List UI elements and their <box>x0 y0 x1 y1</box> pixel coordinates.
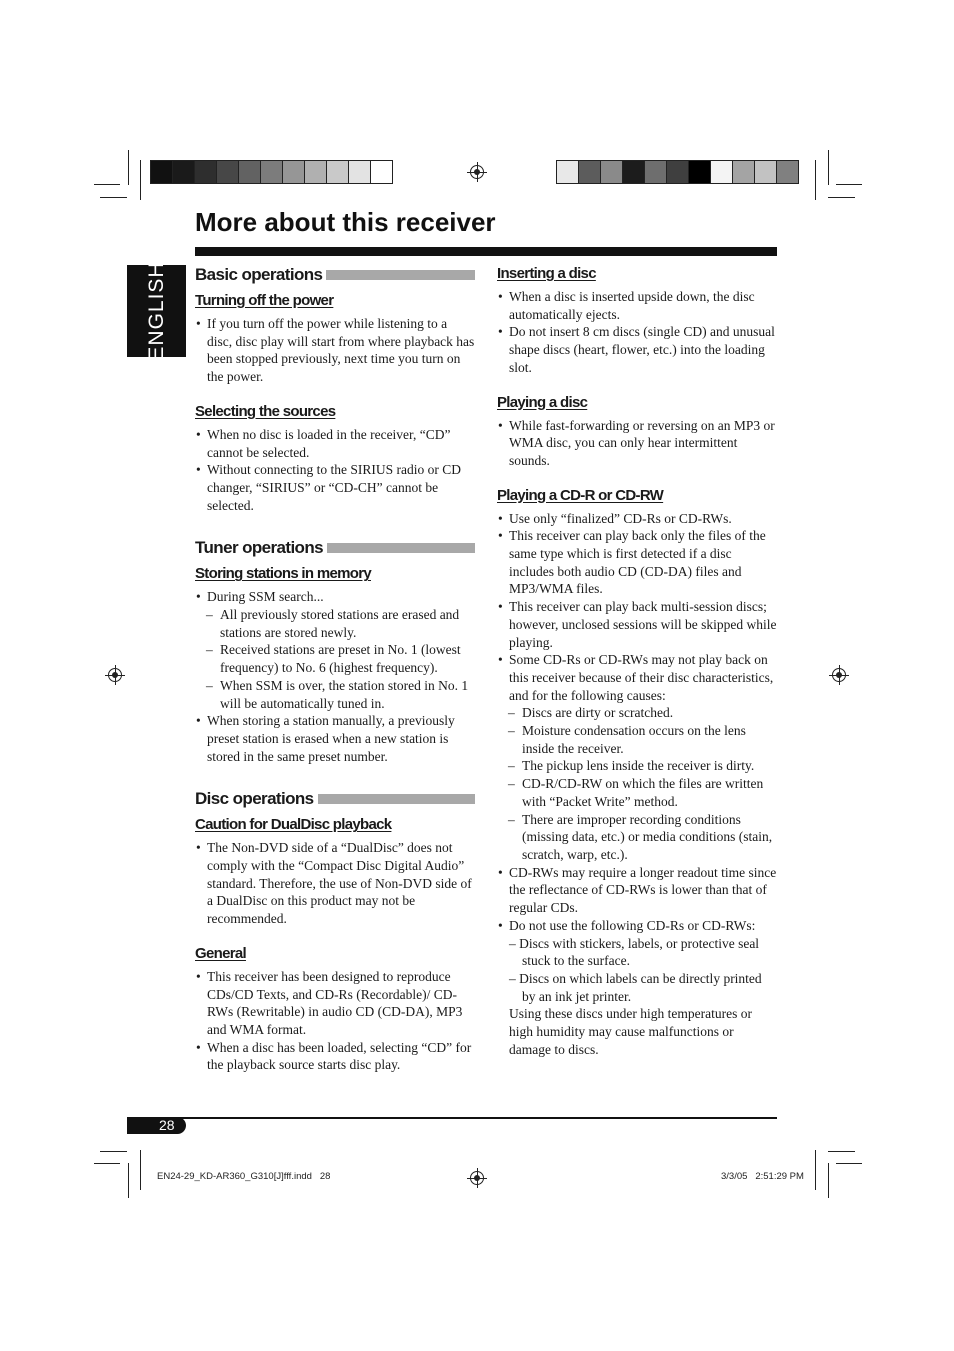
color-swatch <box>326 160 349 184</box>
right-column <box>497 264 777 1058</box>
list-subitem: – Received stations are preset in No. 1 (lowest frequency) to No. 6 (highest frequency). <box>195 641 475 676</box>
color-swatch <box>370 160 393 184</box>
page-number-badge <box>127 1117 186 1134</box>
color-swatch <box>260 160 283 184</box>
list-subitem: – When SSM is over, the station stored in No. 1 will be automatically tuned in. <box>195 677 475 712</box>
registration-mark-left-icon <box>108 668 122 682</box>
color-swatch <box>172 160 195 184</box>
list-item: • This receiver has been designed to reproduce CDs/CD Texts, and CD-Rs (Recordable)/ CD-RWs (Rewritable) in audio CD (CD-DA), MP3 and WMA format. <box>195 968 475 1039</box>
list-subitem: – The pickup lens inside the receiver is dirty. <box>497 757 777 775</box>
list-general <box>195 968 475 1074</box>
list-subitem: – Discs are dirty or scratched. <box>497 704 777 722</box>
section-heading: Disc operations <box>195 789 318 808</box>
left-column <box>195 264 475 1074</box>
color-swatch <box>304 160 327 184</box>
color-swatch <box>348 160 371 184</box>
registration-mark-bottom-icon <box>470 1171 484 1185</box>
section-basic-operations <box>195 264 475 288</box>
registration-mark-right-icon <box>832 668 846 682</box>
footer-timestamp: 3/3/05 2:51:29 PM <box>721 1171 804 1182</box>
list-item: • CD-RWs may require a longer readout time since the reflectance of CD-RWs is lower than that of regular CDs. <box>497 864 777 917</box>
section-disc-operations <box>195 788 475 812</box>
color-swatch <box>710 160 733 184</box>
section-tuner-operations <box>195 537 475 561</box>
list-note: Using these discs under high temperatures or high humidity may cause malfunctions or damage to discs. <box>509 1006 752 1057</box>
subheading-playing-disc: Playing a disc <box>497 393 588 411</box>
color-swatch <box>776 160 799 184</box>
color-swatch <box>666 160 689 184</box>
list-item: • The Non-DVD side of a “DualDisc” does not comply with the “Compact Disc Digital Audio” standard. Therefore, the use of Non-DVD side of a DualDisc on this product may not be recommended. <box>195 839 475 928</box>
title-underline-bar <box>195 247 777 256</box>
color-swatch <box>556 160 579 184</box>
subheading-general: General <box>195 944 246 962</box>
list-item: • If you turn off the power while listening to a disc, disc play will start from where playback has been stopped previously, next time you turn on the power. <box>195 315 475 386</box>
list-subitem: – There are improper recording conditions (missing data, etc.) or media conditions (stain, scratch, warp, etc.). <box>497 811 777 864</box>
list-playing-cdr <box>497 510 777 1059</box>
list-item: • Do not use the following CD-Rs or CD-RWs: <box>497 917 777 935</box>
list-item: • Without connecting to the SIRIUS radio or CD changer, “SIRIUS” or “CD-CH” cannot be selected. <box>195 461 475 514</box>
subheading-dualdisc: Caution for DualDisc playback <box>195 816 392 834</box>
list-turning-off <box>195 315 475 386</box>
list-item: • Use only “finalized” CD-Rs or CD-RWs. <box>497 510 777 528</box>
color-swatch <box>732 160 755 184</box>
color-swatch <box>600 160 623 184</box>
list-inserting-disc <box>497 288 777 377</box>
language-tab-label: ENGLISH <box>145 261 168 361</box>
page-title: More about this receiver <box>195 207 496 237</box>
list-subitem: – Discs on which labels can be directly printed by an ink jet printer. <box>509 970 762 1004</box>
page-number: 28 <box>159 1117 175 1133</box>
list-item: • When a disc has been loaded, selecting “CD” for the playback source starts disc play. <box>195 1039 475 1074</box>
language-tab <box>127 261 186 361</box>
list-subitem: – Moisture condensation occurs on the lens inside the receiver. <box>497 722 777 757</box>
list-item: • Some CD-Rs or CD-RWs may not play back on this receiver because of their disc characteristics, and for the following causes: <box>497 651 777 704</box>
subheading-storing-stations: Storing stations in memory <box>195 565 371 583</box>
color-swatch <box>194 160 217 184</box>
color-swatch <box>150 160 173 184</box>
list-item: • When a disc is inserted upside down, the disc automatically ejects. <box>497 288 777 323</box>
list-item: • This receiver can play back only the files of the same type which is first detected if a disc includes both audio CD (CD-DA) files and MP3/WMA files. <box>497 527 777 598</box>
subheading-selecting-sources: Selecting the sources <box>195 402 336 420</box>
subheading-playing-cdr: Playing a CD-R or CD-RW <box>497 486 664 504</box>
subheading-inserting-disc: Inserting a disc <box>497 265 596 282</box>
list-subitem: – Discs with stickers, labels, or protective seal stuck to the surface. <box>509 935 760 969</box>
color-swatch <box>622 160 645 184</box>
color-swatch <box>238 160 261 184</box>
list-playing-disc <box>497 417 777 470</box>
list-item: • While fast-forwarding or reversing on an MP3 or WMA disc, you can only hear intermittent sounds. <box>497 417 777 470</box>
registration-mark-top-icon <box>470 165 484 179</box>
list-item: • When storing a station manually, a previously preset station is erased when a new station is stored in the same preset number. <box>195 712 475 765</box>
list-storing-stations <box>195 588 475 765</box>
footer-file-name: EN24-29_KD-AR360_G310[J]fff.indd 28 <box>157 1171 331 1182</box>
subheading-turning-off: Turning off the power <box>195 292 334 309</box>
color-swatch <box>216 160 239 184</box>
color-swatch <box>644 160 667 184</box>
section-heading: Basic operations <box>195 265 326 284</box>
list-item: • Do not insert 8 cm discs (single CD) and unusual shape discs (heart, flower, etc.) into the loading slot. <box>497 323 777 376</box>
section-heading: Tuner operations <box>195 538 327 557</box>
list-selecting-sources <box>195 426 475 515</box>
color-swatch <box>754 160 777 184</box>
list-subitem: – All previously stored stations are erased and stations are stored newly. <box>195 606 475 641</box>
list-dualdisc <box>195 839 475 928</box>
color-swatch <box>688 160 711 184</box>
color-swatch <box>578 160 601 184</box>
bottom-rule <box>127 1117 777 1119</box>
list-item: • During SSM search... <box>195 588 475 606</box>
color-swatch <box>282 160 305 184</box>
list-item: • This receiver can play back multi-session discs; however, unclosed sessions will be skipped while playing. <box>497 598 777 651</box>
list-item: • When no disc is loaded in the receiver, “CD” cannot be selected. <box>195 426 475 461</box>
list-subitem: – CD-R/CD-RW on which the files are written with “Packet Write” method. <box>497 775 777 810</box>
